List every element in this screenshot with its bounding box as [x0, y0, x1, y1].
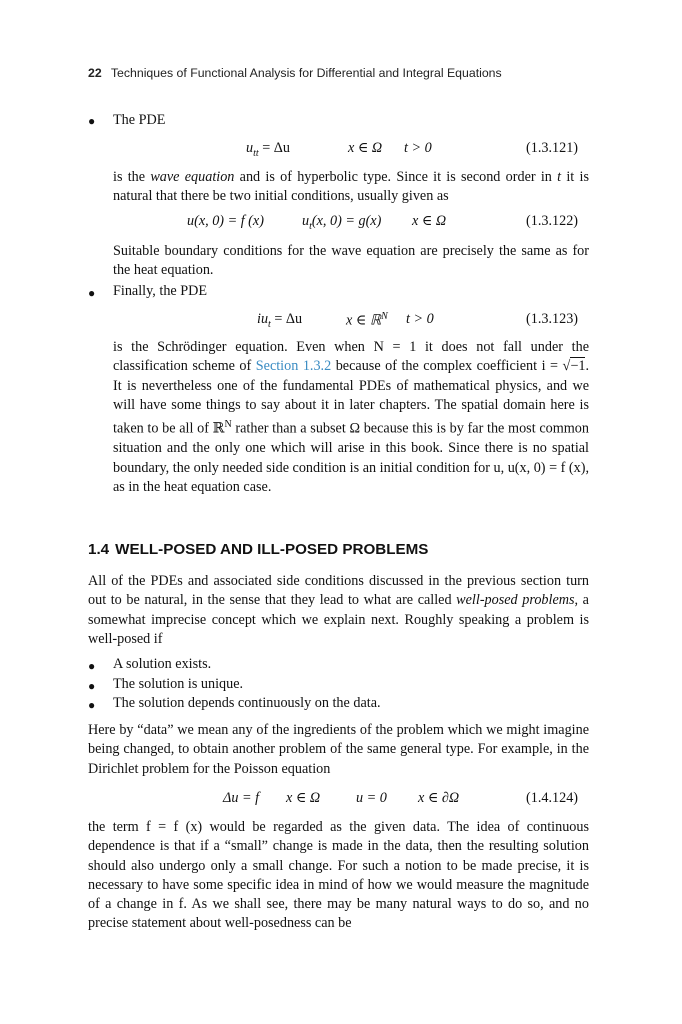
list-item: The solution is unique.: [113, 676, 244, 692]
equation-number: (1.3.121): [526, 140, 579, 156]
list-item: A solution exists.: [113, 656, 212, 672]
bullet-marker: ●: [88, 659, 96, 673]
section-heading: 1.4 WELL-POSED AND ILL-POSED PROBLEMS: [88, 541, 429, 558]
equation-1-3-122-domain: x ∈ Ω: [412, 213, 447, 229]
equation-number: (1.3.122): [526, 213, 579, 229]
equation-1-3-122: u(x, 0) = f (x): [187, 213, 264, 229]
equation-number: (1.3.123): [526, 311, 579, 327]
equation-1-3-123-domain: x ∈ ℝ$^N$: [346, 311, 388, 329]
bullet-marker: ●: [88, 679, 96, 693]
running-title: Techniques of Functional Analysis for Differential and Integral Equations: [110, 66, 502, 80]
equation-1-3-122-second: $u_t(x$, 0) = g(x): [302, 213, 382, 232]
list-item: The solution depends continuously on the data.: [113, 695, 381, 711]
section-link[interactable]: Section 1.3.2: [255, 358, 332, 375]
paragraph-schrodinger: is the Schrödinger equation. Even when N = 1 it does not fall under the classification scheme of Section 1.3.2 because of the complex coefficient i = √−1. It is nevertheless one of the fundamental PDEs of mathematical physics, and we will have some things to say about it in later chapters. The spatial domain here is taken to be all of ℝ$^N$ rather than a subset Ω because this is by far the most common situation and the only one which will arise in this book. Since there is no spatial boundary, the only needed side condition is an initial condition for u, u(x, 0) = f (x), as in the heat equation case.: [113, 339, 589, 495]
equation-1-3-123: $iu_t = \Delta u$: [257, 311, 303, 330]
equation-1-3-121-domain: x ∈ Ω: [348, 140, 383, 156]
page-number: 22: [88, 66, 102, 80]
equation-1-3-121: $u_{tt} = \Delta u$: [246, 140, 290, 159]
bullet-intro-schrodinger: Finally, the PDE: [113, 283, 208, 299]
paragraph-boundary-conditions: Suitable boundary conditions for the wave equation are precisely the same as for the heat equation.: [113, 243, 589, 279]
bullet-marker: ●: [88, 698, 96, 712]
equation-1-3-123-condition: t > 0: [406, 311, 434, 327]
equation-1-4-124-domain: x ∈ Ω: [286, 790, 321, 806]
paragraph-well-posed-intro: All of the PDEs and associated side conditions discussed in the previous section turn out to be natural, in the sense that they lead to what are called well-posed problems, a somewhat imprecise concept which we explain next. Roughly speaking a problem is well-posed if: [88, 573, 589, 647]
paragraph-continuous-dependence: the term f = f (x) would be regarded as the given data. The idea of continuous dependence is that if a “small” change is made in the data, then the resulting solution should also undergo only a small change. For such a notion to be made precise, it is necessary to have some specific idea in mind of how we would measure the magnitude of a change in f. As we shall see, there may be many natural ways to do so, and no precise statement about well-posedness can be: [88, 819, 589, 932]
bullet-marker: ●: [88, 286, 96, 300]
running-header: [88, 66, 502, 80]
paragraph-data-definition: Here by “data” we mean any of the ingredients of the problem which we might imagine being changed, to obtain another problem of the same general type. For example, in the Dirichlet problem for the Poisson equation: [88, 722, 589, 777]
bullet-marker: ●: [88, 114, 96, 128]
bullet-intro-wave: The PDE: [113, 112, 166, 128]
paragraph-wave-equation: is the wave equation and is of hyperbolic type. Since it is second order in t it is natural that there be two initial conditions, usually given as: [113, 169, 589, 205]
equation-1-4-124: Δu = f: [223, 790, 260, 806]
equation-1-3-121-condition: t > 0: [404, 140, 432, 156]
equation-1-4-124-boundary-domain: x ∈ ∂Ω: [418, 790, 460, 806]
equation-1-4-124-boundary: u = 0: [356, 790, 387, 806]
equation-number: (1.4.124): [526, 790, 579, 806]
